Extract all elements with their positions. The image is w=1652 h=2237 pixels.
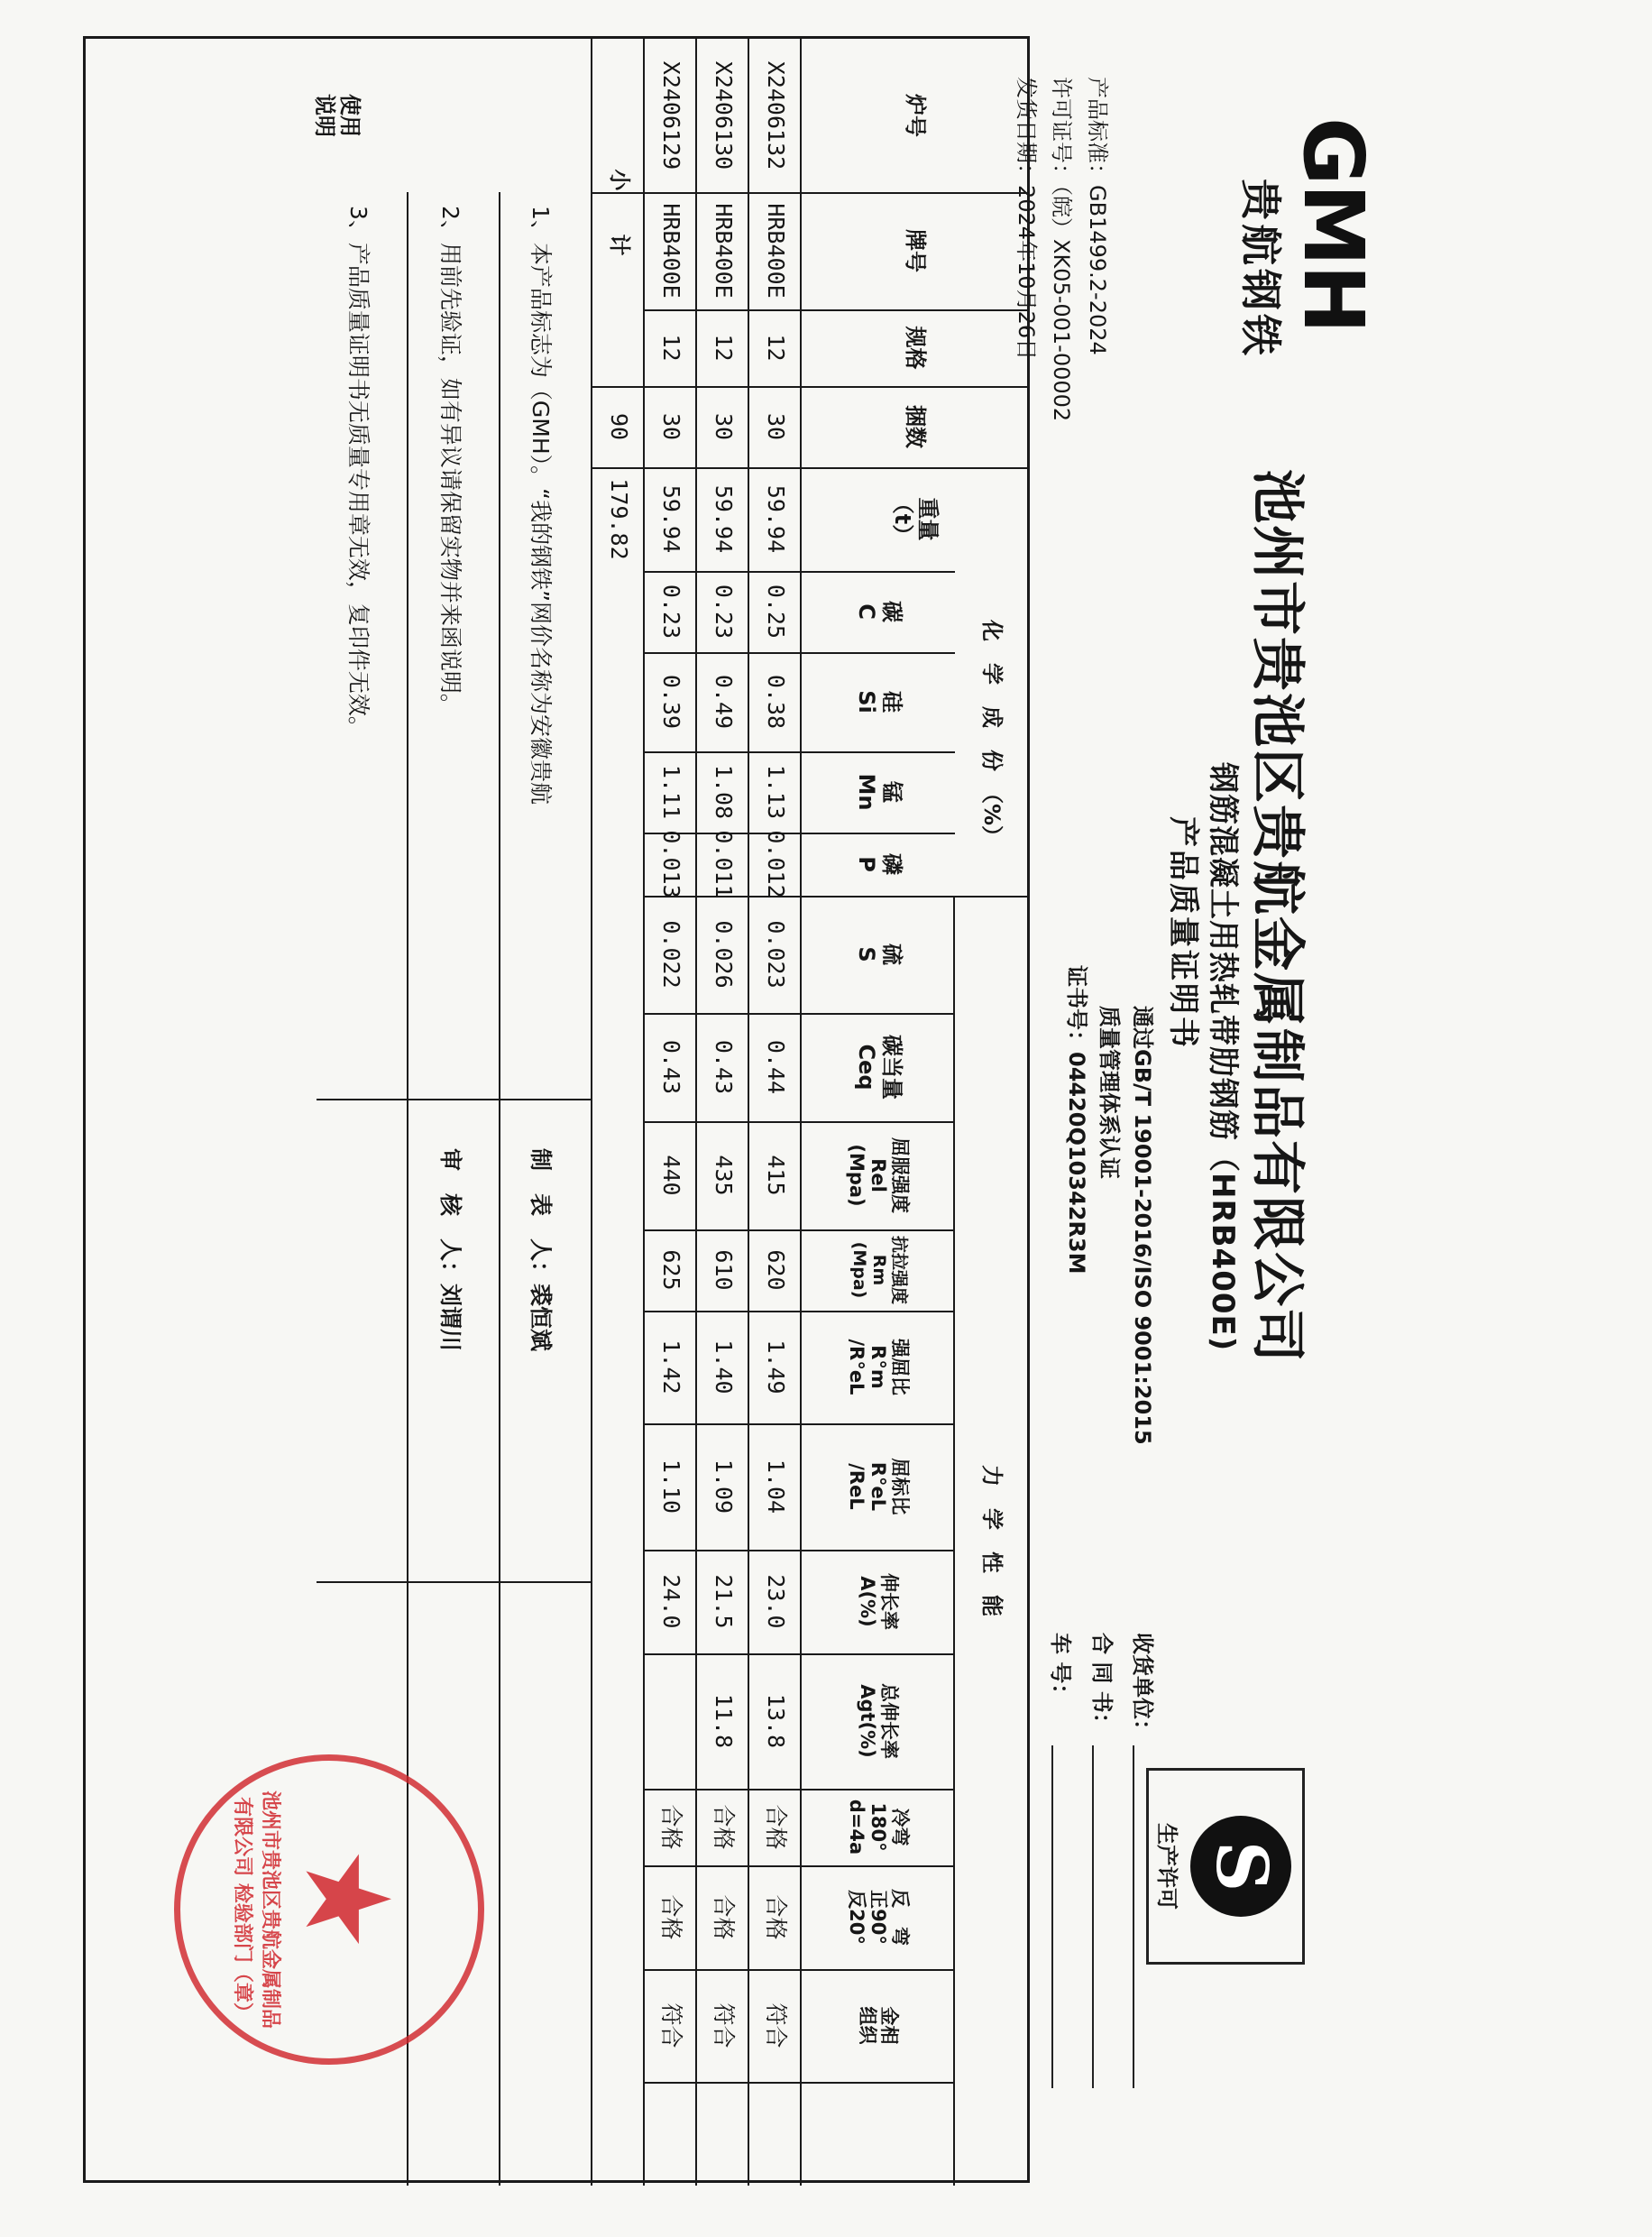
seal-text: 池州市贵池区贵航金属制品有限公司 检验部门（章） bbox=[231, 1790, 281, 2029]
cell-grade: HRB400E bbox=[658, 203, 685, 299]
cell-rm: 625 bbox=[658, 1249, 685, 1291]
col-ratio2: 屈标比 R°eL /ReL bbox=[845, 1458, 912, 1515]
col-ratio1: 强屈比 R°m /R°eL bbox=[845, 1339, 912, 1395]
cell-elong: 21.5 bbox=[711, 1574, 738, 1629]
cell-si: 0.39 bbox=[658, 674, 685, 730]
cell-rebend: 合格 bbox=[658, 1894, 685, 1940]
cell-c: 0.25 bbox=[763, 584, 790, 640]
contract-line bbox=[1092, 1745, 1094, 2088]
qs-label: 生产许可 bbox=[1154, 1823, 1179, 1910]
cell-p: 0.012 bbox=[763, 830, 790, 898]
cell-furnace: X2406129 bbox=[658, 60, 685, 170]
cell-metallo: 符合 bbox=[711, 2002, 738, 2048]
logo-name: 贵航钢铁 bbox=[1236, 179, 1285, 359]
col-metallo: 金相 组织 bbox=[857, 2006, 901, 2045]
col-s: 硫 S bbox=[854, 944, 904, 965]
col-rel: 屈服强度 Rel (Mpa) bbox=[845, 1137, 912, 1213]
cell-mn: 1.13 bbox=[763, 764, 790, 820]
cell-rm: 610 bbox=[711, 1249, 738, 1291]
company-logo: GMH bbox=[1285, 117, 1381, 333]
cell-spec: 12 bbox=[658, 334, 685, 362]
reviewer: 审 核 人：刘谓川 bbox=[437, 1148, 463, 1352]
wagon-line bbox=[1051, 1745, 1053, 2088]
ship-date: 发货日期：2024年10月26日 bbox=[1014, 77, 1039, 361]
col-cold-bend: 冷弯 180° d=4a bbox=[845, 1799, 912, 1855]
subtotal-weight: 179.82 bbox=[606, 478, 633, 560]
cell-p: 0.013 bbox=[658, 830, 685, 898]
cell-furnace: X2406130 bbox=[711, 60, 738, 170]
cell-total-elong: 13.8 bbox=[763, 1693, 790, 1749]
cell-rel: 415 bbox=[763, 1155, 790, 1196]
cell-ratio1: 1.49 bbox=[763, 1339, 790, 1395]
qs-logo-icon: S bbox=[1190, 1816, 1291, 1917]
cell-weight: 59.94 bbox=[658, 484, 685, 554]
cell-elong: 24.0 bbox=[658, 1574, 685, 1629]
col-bundles: 捆数 bbox=[902, 405, 928, 448]
contract-label: 合 同 书： bbox=[1089, 1633, 1115, 1735]
cell-spec: 12 bbox=[763, 334, 790, 362]
col-total-elong: 总伸长率 Agt(%) bbox=[857, 1683, 901, 1759]
cell-si: 0.49 bbox=[711, 674, 738, 730]
product-title: 钢筋混凝土用热轧带肋钢筋（HRB400E) bbox=[1205, 762, 1241, 1352]
col-weight: 重量 （t） bbox=[890, 492, 941, 547]
col-grade: 牌号 bbox=[902, 229, 928, 272]
cell-ratio2: 1.04 bbox=[763, 1459, 790, 1514]
cell-ratio1: 1.42 bbox=[658, 1339, 685, 1395]
production-license-badge bbox=[1146, 1768, 1305, 1965]
cell-rebend: 合格 bbox=[711, 1894, 738, 1940]
col-c: 碳 C bbox=[854, 601, 904, 622]
cell-total-elong: 11.8 bbox=[711, 1693, 738, 1749]
maker: 制 表 人：裘恒斌 bbox=[528, 1148, 554, 1352]
cell-weight: 59.94 bbox=[763, 484, 790, 554]
cell-ratio2: 1.09 bbox=[711, 1459, 738, 1514]
inspection-seal bbox=[174, 1754, 484, 2065]
cell-c: 0.23 bbox=[658, 584, 685, 640]
cell-mn: 1.08 bbox=[711, 764, 738, 820]
cell-rel: 440 bbox=[658, 1155, 685, 1196]
col-ceq: 碳当量 Ceq bbox=[854, 1035, 904, 1100]
cell-weight: 59.94 bbox=[711, 484, 738, 554]
col-si: 硅 Si bbox=[854, 690, 904, 713]
wagon-label: 车 号： bbox=[1048, 1633, 1073, 1706]
cell-bundles: 30 bbox=[658, 412, 685, 441]
cell-ratio2: 1.10 bbox=[658, 1459, 685, 1514]
cell-ceq: 0.44 bbox=[763, 1039, 790, 1095]
note-1: 1、本产品标志为（GMH）。“我的钢铁”网价名称为安徽贵航 bbox=[528, 206, 554, 806]
col-elong: 伸长率 A(%) bbox=[857, 1573, 901, 1630]
cell-cold-bend: 合格 bbox=[763, 1804, 790, 1850]
note-3: 3、产品质量证明书无质量专用章无效，复印件无效。 bbox=[345, 206, 372, 739]
license-number: 许可证号：（皖）XK05-001-00002 bbox=[1049, 77, 1074, 422]
cert-number: 证书号：04420Q10342R3M bbox=[1064, 965, 1089, 1275]
cell-ratio1: 1.40 bbox=[711, 1339, 738, 1395]
cell-furnace: X2406132 bbox=[763, 60, 790, 170]
cert-system: 质量管理体系认证 bbox=[1097, 1006, 1122, 1179]
chem-group-header: 化 学 成 份 （%） bbox=[978, 619, 1005, 848]
cell-s: 0.022 bbox=[658, 920, 685, 989]
cell-si: 0.38 bbox=[763, 674, 790, 730]
col-rebend: 反 弯 正90° 反20° bbox=[845, 1889, 912, 1946]
col-p: 磷 P bbox=[854, 853, 904, 875]
cell-total-elong bbox=[645, 1653, 697, 1789]
product-standard: 产品标准：GB1499.2-2024 bbox=[1085, 77, 1110, 355]
cell-grade: HRB400E bbox=[763, 203, 790, 299]
cell-metallo: 符合 bbox=[658, 2002, 685, 2048]
cell-ceq: 0.43 bbox=[658, 1039, 685, 1095]
cell-bundles: 30 bbox=[763, 412, 790, 441]
col-rm: 抗拉强度 Rm (Mpa) bbox=[849, 1235, 909, 1304]
document-title: 产品质量证明书 bbox=[1165, 816, 1201, 1050]
seal-star-icon: ★ bbox=[279, 1846, 416, 1952]
cell-metallo: 符合 bbox=[763, 2002, 790, 2048]
usage-label: 使用 说明 bbox=[312, 94, 363, 137]
receiver-line bbox=[1133, 1745, 1134, 2088]
cell-grade: HRB400E bbox=[711, 203, 738, 299]
receiver-label: 收货单位： bbox=[1130, 1633, 1155, 1741]
cell-rm: 620 bbox=[763, 1249, 790, 1291]
cell-c: 0.23 bbox=[711, 584, 738, 640]
cell-cold-bend: 合格 bbox=[711, 1804, 738, 1850]
cell-rebend: 合格 bbox=[763, 1894, 790, 1940]
col-furnace: 炉号 bbox=[902, 94, 928, 137]
col-mn: 锰 Mn bbox=[854, 773, 904, 811]
cell-mn: 1.11 bbox=[658, 764, 685, 820]
mech-group-header: 力 学 性 能 bbox=[978, 1465, 1005, 1616]
subtotal-bundles: 90 bbox=[606, 412, 633, 441]
cert-standard: 通过GB/T 19001-2016/ISO 9001:2015 bbox=[1130, 1006, 1155, 1445]
col-spec: 规格 bbox=[902, 326, 928, 370]
cell-s: 0.026 bbox=[711, 920, 738, 989]
cell-s: 0.023 bbox=[763, 920, 790, 989]
cell-spec: 12 bbox=[711, 334, 738, 362]
cell-elong: 23.0 bbox=[763, 1574, 790, 1629]
company-name: 池州市贵池区贵航金属制品有限公司 bbox=[1245, 469, 1308, 1364]
subtotal-label: 小 计 bbox=[606, 169, 632, 256]
cell-rel: 435 bbox=[711, 1155, 738, 1196]
cell-cold-bend: 合格 bbox=[658, 1804, 685, 1850]
cell-ceq: 0.43 bbox=[711, 1039, 738, 1095]
cell-bundles: 30 bbox=[711, 412, 738, 441]
cell-p: 0.011 bbox=[711, 830, 738, 898]
note-2: 2、用前先验证，如有异议请保留实物并来函说明。 bbox=[437, 206, 463, 716]
